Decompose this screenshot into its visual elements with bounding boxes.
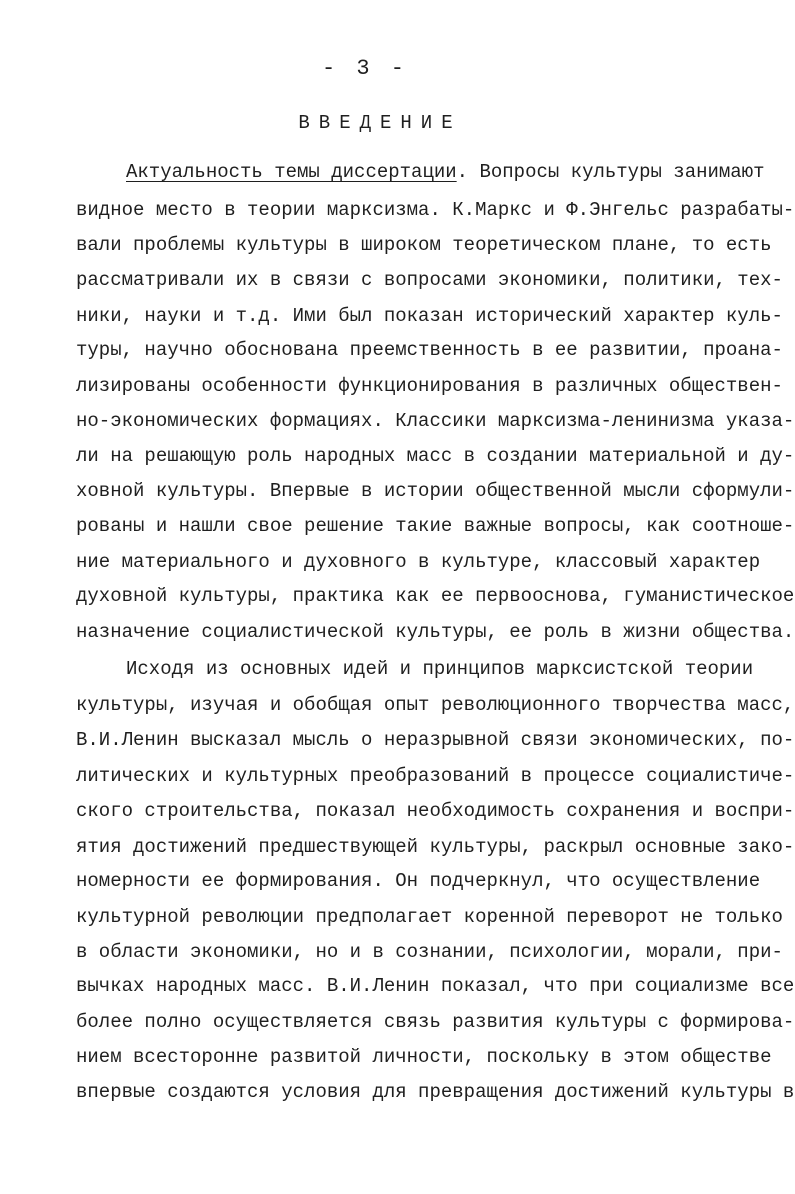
paragraph-1-line-2: видное место в теории марксизма. К.Маркс и Ф.Энгельс разрабаты- (76, 199, 795, 221)
paragraph-2-line-12: нием всесторонне развитой личности, поскольку в этом обществе (76, 1046, 772, 1068)
paragraph-1-line-5: ники, науки и т.д. Ими был показан исторический характер куль- (76, 305, 783, 327)
paragraph-1-line-10: ховной культуры. Впервые в истории общественной мысли сформули- (76, 480, 795, 502)
paragraph-2-line-7: номерности ее формирования. Он подчеркнул, что осуществление (76, 870, 761, 892)
paragraph-1-line-7: лизированы особенности функционирования в различных обществен- (76, 375, 783, 397)
paragraph-1-line-4: рассматривали их в связи с вопросами экономики, политики, тех- (76, 269, 783, 291)
paragraph-1-line-12: ние материального и духовного в культуре, классовый характер (76, 551, 761, 573)
paragraph-2-line-11: более полно осуществляется связь развития культуры с формирова- (76, 1011, 795, 1033)
paragraph-1-line-1 (126, 157, 765, 187)
paragraph-line-text: . Вопросы культуры занимают (456, 161, 765, 183)
paragraph-1-line-11: рованы и нашли свое решение такие важные вопросы, как соотноше- (76, 515, 795, 537)
paragraph-1-line-13: духовной культуры, практика как ее первооснова, гуманистическое (76, 585, 795, 607)
paragraph-2-line-4: литических и культурных преобразований в процессе социалистиче- (76, 765, 795, 787)
paragraph-1-line-6: туры, научно обоснована преемственность в ее развитии, проана- (76, 339, 783, 361)
paragraph-2-line-8: культурной революции предполагает коренной переворот не только (76, 906, 783, 928)
topic-relevance-lead: Актуальность темы диссертации (126, 161, 457, 183)
paragraph-2-line-6: ятия достижений предшествующей культуры, раскрыл основные зако- (76, 836, 795, 858)
paragraph-2-line-5: ского строительства, показал необходимость сохранения и воспри- (76, 800, 795, 822)
paragraph-2-line-9: в области экономики, но и в сознании, психологии, морали, при- (76, 941, 783, 963)
paragraph-2-line-13: впервые создаются условия для превращения достижений культуры в (76, 1081, 795, 1103)
paragraph-1-line-3: вали проблемы культуры в широком теоретическом плане, то есть (76, 234, 772, 256)
section-heading: ВВЕДЕНИЕ (298, 112, 462, 134)
paragraph-1-line-8: но-экономических формациях. Классики марксизма-ленинизма указа- (76, 410, 795, 432)
paragraph-1-line-14: назначение социалистической культуры, ее роль в жизни общества. (76, 621, 795, 643)
paragraph-2-line-10: вычках народных масс. В.И.Ленин показал, что при социализме все (76, 975, 795, 997)
paragraph-2-line-3: В.И.Ленин высказал мысль о неразрывной связи экономических, по- (76, 729, 795, 751)
page-number: - 3 - (321, 56, 408, 81)
paragraph-2-line-2: культуры, изучая и обобщая опыт революционного творчества масс, (76, 694, 795, 716)
paragraph-2-line-1: Исходя из основных идей и принципов марксистской теории (126, 658, 754, 680)
paragraph-1-line-9: ли на решающую роль народных масс в создании материальной и ду- (76, 445, 795, 467)
